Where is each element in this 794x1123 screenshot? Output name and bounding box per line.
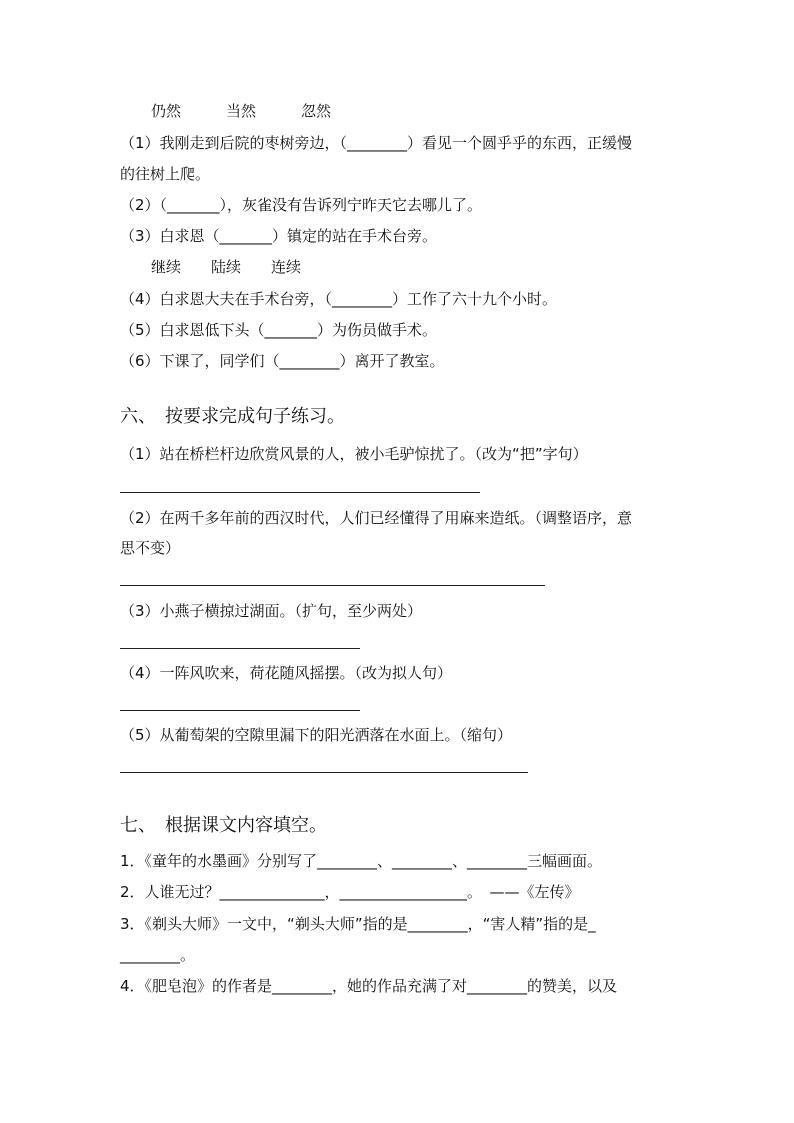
question-6-2-line-2: 思不变） [120, 539, 181, 557]
item-7-2: 2．人谁无过？______________，_________________。 ——《左传》 [120, 883, 580, 901]
question-6-1: （1）站在桥栏杆边欣赏风景的人，被小毛驴惊扰了。（改为“把”字句） [120, 445, 588, 463]
question-6-3: （3）小燕子横掠过湖面。（扩句，至少两处） [120, 602, 423, 620]
answer-line-6-1 [120, 492, 480, 493]
word-choices-1: 仍然 当然 忽然 [151, 102, 332, 120]
question-5-3: （3）白求恩（_______）镇定的站在手术台旁。 [120, 227, 438, 245]
question-5-6: （6）下课了，同学们（________）离开了教室。 [120, 352, 445, 370]
answer-line-6-3 [120, 648, 360, 649]
word-choices-2: 继续 陆续 连续 [151, 258, 302, 276]
answer-line-6-4 [120, 710, 360, 711]
answer-line-6-2 [120, 585, 545, 586]
question-6-5: （5）从葡萄架的空隙里漏下的阳光洒落在水面上。（缩句） [120, 726, 513, 744]
question-5-1-line-2: 的往树上爬。 [120, 165, 211, 183]
section-six-heading: 六、 按要求完成句子练习。 [120, 406, 345, 427]
question-5-2: （2）（_______），灰雀没有告诉列宁昨天它去哪儿了。 [120, 196, 483, 214]
item-7-4: 4．《肥皂泡》的作者是________，她的作品充满了对________的赞美，以及 [120, 977, 618, 995]
question-6-2-line-1: （2）在两千多年前的西汉时代，人们已经懂得了用麻来造纸。（调整语序，意 [120, 509, 633, 527]
section-seven-heading: 七、 根据课文内容填空。 [120, 815, 327, 836]
question-5-5: （5）白求恩低下头（_______）为伤员做手术。 [120, 321, 438, 339]
question-5-1-line-1: （1）我刚走到后院的枣树旁边，（________）看见一个圆乎乎的东西，正缓慢 [120, 134, 633, 152]
item-7-3-line-1: 3．《剃头大师》一文中，“剃头大师”指的是________，“害人精”指的是_ [120, 915, 596, 933]
question-6-4: （4）一阵风吹来，荷花随风摇摆。（改为拟人句） [120, 664, 453, 682]
item-7-3-line-2: ________。 [120, 946, 196, 964]
question-5-4: （4）白求恩大夫在手术台旁，（________）工作了六十九个小时。 [120, 290, 558, 308]
item-7-1: 1．《童年的水墨画》分别写了________、________、________三幅画面。 [120, 852, 603, 870]
answer-line-6-5 [120, 772, 528, 773]
